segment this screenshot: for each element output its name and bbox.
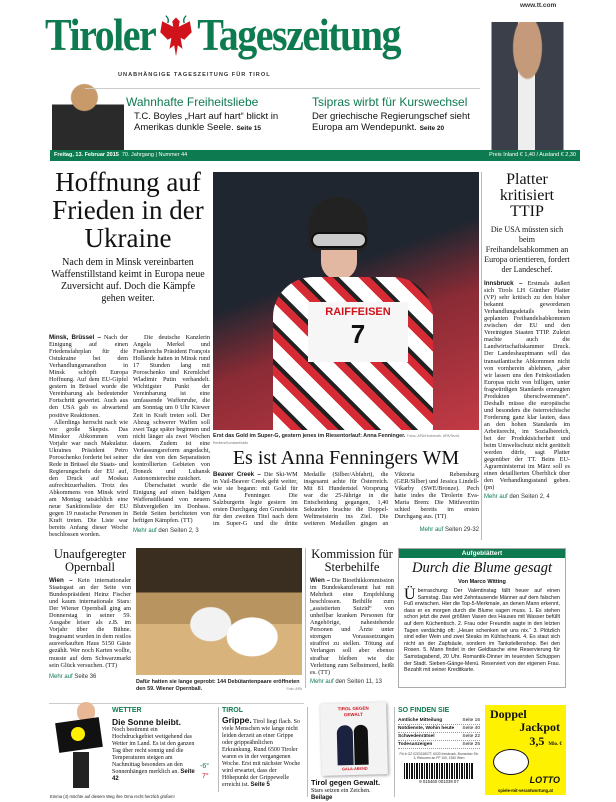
more-link[interactable]: Mehr auf Seiten 29-32	[419, 527, 479, 534]
lead-col-1: Minsk, Brüssel – Nach der Einigung auf einen Friedensfahrplan für die Ostukraine bei dem Verhandlungsmarathon in Minsk schöpft Europa Hoffnung. Auf dem EU-Gipfel gestern in Brüssel wurde die Vereinbarung als bedeutender Fortschritt gewertet. Auch aus den USA gab es abwartend positive Reaktionen. Allerdings herrscht nach wie vor große Skepsis. Das Minsker Abkommen vom Vorjahr war rasch Makulatur. Ukraines Präsident Petro Poroschenko forderte bei seiner Rede in Brüssel die Staats- und Regierungschefs der EU auf, den Druck auf Moskau aufrechtzuerhalten. Trotz des Abkommens von Minsk wird am Montag tatsächlich eine neue Sanktionsliste der EU gegen 19 russische Personen in Kraft treten. Die Liste war bereits Anfang dieser Woche beschlossen worden.	[49, 334, 128, 539]
gala-cover-sub: GALA-ABEND	[341, 766, 368, 772]
more-link[interactable]: Mehr auf den Seiten 2, 4	[484, 494, 550, 501]
fenninger-photo-caption: Erst das Gold im Super-G, gestern jenes im Riesentorlauf: Anna Fenninger. Fotos: APA/Hochmuth, APA/Techt, Reuters/Konstantinidis	[213, 433, 460, 445]
index-item-page: Seite 25	[462, 742, 480, 747]
lotto-url[interactable]: spiele-mit-verantwortung.at	[498, 788, 553, 793]
teaser-title: Tsipras wirbt für Kurswechsel	[312, 95, 468, 109]
race-bib: RAIFFEISEN 7	[308, 302, 408, 362]
index-label: SO FINDEN SIE	[398, 707, 450, 714]
tirol-teaser[interactable]	[222, 707, 304, 789]
boyle-photo	[52, 80, 124, 150]
column-divider	[305, 548, 306, 688]
column-label: Aufgeblättert	[399, 549, 565, 558]
index-item[interactable]	[398, 717, 480, 725]
emma-caption: Emma (4) möchte auf diesem Weg ihre Oma recht herzlich grüßen!	[50, 794, 175, 799]
lead-article[interactable]	[46, 168, 210, 305]
column-divider	[307, 707, 308, 797]
more-link[interactable]: Mehr auf den Seiten 2, 3	[133, 528, 199, 535]
lotto-line1: Doppel	[490, 707, 527, 721]
weather-label: WETTER	[112, 707, 142, 714]
imprint: P.b.b GZ 02Z031807T, 6020 Innsbruck, Brunecker Str. 3, Retouren an PF 100, 1350 Wien	[399, 752, 479, 760]
lotto-line2: Jackpot	[519, 720, 560, 734]
sun-icon	[71, 727, 85, 741]
column-divider	[481, 172, 482, 540]
weather-text: Noch bestimmt ein Hochdruckgebiet weitgehend das Wetter im Land. Es ist den ganzen Tag über recht sonnig und die Temperaturen steigen am Nachmittag besonders an den Sonnenhängen merklich an. Seite 42	[112, 727, 195, 782]
issue-number: Nummer 44	[158, 152, 188, 158]
column-divider	[394, 707, 395, 797]
masthead-title-right: Tageszeitung	[197, 8, 400, 61]
fenninger-photo	[213, 172, 479, 430]
weather-teaser[interactable]	[112, 707, 216, 783]
index-item-name: Notdienste, Wohin heute	[398, 726, 455, 731]
gala-magazine-cover[interactable]	[320, 702, 388, 776]
tagline: UNABHÄNGIGE TAGESZEITUNG FÜR TIROL	[118, 72, 271, 78]
kommission-article[interactable]	[310, 548, 394, 686]
kommission-text: Wien – Die Bioethikkommission im Bundeskanzleramt hat mit Mehrheit eine Empfehlung beschlossen. Beihilfe zum „assistierten Suizid“ von unheilbar kranken Personen für Angehörige, nahestehende Personen und Ärzte unter strengen Voraussetzungen straffrei zu stellen. Tötung auf Verlangen soll aber ebenso strafbar bleiben wie die Verleitung zum Selbstmord, heißt es. (TT)	[310, 577, 394, 676]
opernball-headline: Unaufgeregter Opernball	[53, 547, 127, 574]
barcode-number: 9 015460 001039 07	[419, 779, 459, 784]
price: Preis Inland € 1,40 / Ausland € 2,30	[489, 152, 576, 158]
platter-subhead: Die USA müssten sich beim Freihandelsabkommen an Europa orientieren, fordert der Landeschef.	[484, 225, 570, 274]
lead-subhead: Nach dem in Minsk vereinbarten Waffenstillstand keimt in Europa neue Zuversicht auf. Doch die Kämpfe gehen weiter.	[51, 257, 205, 304]
index-item-name: Amtliche Mitteilung	[398, 718, 443, 723]
index-item-page: Seite 22	[462, 734, 480, 739]
index-item-page: Seite 40	[462, 726, 480, 731]
column-text: Überraschung: Der Valentinstag fällt heuer auf einen Samstag. Das wird Zehntausende Männer auf dem falschen Fuß erwischen. Hier die Top-5-Merkmale, an denen Mann erkennt, dass er es morgen durch die Blume sagen muss. 1. Es stehen schon jetzt die zwei größten Vasen des Hauses mit Wasser befüllt auf dem Küchentisch. 2. Frau oder Freundin sagte in den letzten Tagen verdächtig oft: „Heuer schenken wir uns nix.“ 3. Plötzlich sind edler Wein und zwei Steaks im Kühlschrank. 4. Es staut sich nicht an der Zapfsäule, sondern im Tankstellenshop. Bei den Rosen. 5. Mann findet in der Geldtasche eine Reservierung für Samstagabend, 20 Uhr. Romantik-Dinner im teuersten Schuppen der Stadt. Sieben-Gänge-Menü. Reserviert von der eigenen Frau. Bezahlt mit seiner Kreditkarte.	[404, 586, 560, 674]
tyrolean-eagle-icon	[158, 12, 194, 60]
lotto-logo: LOTTO	[529, 775, 560, 785]
column-author: Von Marco Witting	[458, 579, 506, 585]
more-link[interactable]: Mehr auf den Seiten 11, 13	[310, 678, 382, 685]
masthead-title	[45, 8, 400, 61]
dateline-bar: Freitag, 13. Februar 2015 70. Jahrgang | Nummer 44 Preis Inland € 1,40 / Ausland € 2,30	[50, 150, 580, 161]
teaser-boyle[interactable]	[126, 95, 306, 134]
teaser-title: Wahnhafte Freiheitsliebe	[126, 95, 259, 109]
tirol-text: Grippe. Tirol liegt flach. So viele Menschen wie lange nicht leiden derzeit an einer Grippe oder grippeähnlichen Erkrankung. Rund 6500 Tiroler waren es in der vergangenen Woche. Erst mit nächster Woche wird erwartet, dass der Höhepunkt der Grippewelle erreicht ist. Seite 5	[222, 715, 301, 788]
platter-headline: Platter kritisiert TTIP	[499, 171, 555, 220]
teaser-text: T.C. Boyles „Hart auf hart“ blickt in Amerikas dunkle Seele. Seite 15	[134, 111, 279, 133]
face	[321, 250, 357, 280]
column-divider	[218, 707, 219, 792]
index-item-name: Todesanzeigen	[398, 742, 433, 747]
column-headline: Durch die Blume gesagt	[411, 560, 552, 576]
volume: 70. Jahrgang	[121, 152, 154, 158]
gala-cover-title: TIROL GEGEN GEWALT	[337, 705, 369, 717]
opernball-text: Wien – Kein internationaler Staatsgast an der Seite von Bundespräsident Heinz Fischer und kaum internationale Stars: Der Wiener Opernball ging am Donnerstag in seiner 59. Ausgabe leiser als z.B. im Vorjahr über die Bühne. Insgesamt wurden in dem restlos ausverkauften Haus 5150 Gäste gezählt. Wer noch Karten wollte, musste auf dem Schwarzmarkt sein Glück versuchen. (TT)	[49, 577, 132, 669]
temp-min: -6°	[200, 763, 210, 770]
issue-date: Freitag, 13. Februar 2015	[54, 152, 119, 158]
fenninger-article[interactable]	[213, 433, 479, 534]
teaser-text: Der griechische Regierungschef sieht Europa am Wendepunkt. Seite 20	[312, 111, 470, 133]
fenninger-headline: Es ist Anna Fenningers WM	[232, 447, 460, 469]
teaser-tsipras[interactable]	[312, 95, 478, 134]
lotto-amount-line: 3,5 Mio. €	[529, 734, 562, 748]
tirol-label: TIROL	[222, 707, 243, 714]
opernball-photo-caption: Dafür hatten sie lange geprobt: 144 Debütantenpaare eröffneten den 59. Wiener Opernball. Foto: APA	[136, 679, 302, 692]
lead-headline: Hoffnung auf Frieden in der Ukraine	[52, 167, 204, 253]
barcode	[404, 763, 474, 779]
index-item[interactable]	[398, 741, 480, 749]
index-item-page: Seite 16	[462, 718, 480, 723]
masthead-title-left: Tiroler	[45, 8, 156, 61]
opernball-article[interactable]	[49, 548, 131, 681]
gala-teaser[interactable]: Tirol gegen Gewalt. Stars setzen ein Zeichen. Beilage	[311, 778, 381, 801]
index-box	[398, 707, 480, 784]
platter-text: Innsbruck – Erstmals äußert sich Tirols LH Günther Platter (VP) sehr kritisch zu den bisher bekannt gewordenen Verhandlungsdetails beim geplanten Freihandelsabkommen zwischen der EU und den Vereinigten Staaten TTIP. Zuletzt machte auch die Landwirtschaftskammer Druck. Der Landeshauptmann will das transatlantische Abkommen nicht von vornherein ablehnen, „aber wir lassen uns den Feinkostladen Europas nicht von billigen, unter fragwürdigen Standards erzeugten Produkten überschwemmen“. Deshalb müsse die europäische und besonders die österreichische Forderung ganz klar lauten, dass an den hohen Standards im Arbeitsrecht, im Sozialbereich, bei der Produktsicherheit und beim Umweltschutz nicht gerüttelt werden dürfe, sagt Platter gegenüber der TT. Beim EU-Agrarministerrat im März soll es einen detaillierten Überblick über den Verhandlungsstand geben. (pn)	[484, 280, 570, 492]
opernball-photo	[136, 548, 302, 675]
index-item[interactable]	[398, 725, 480, 733]
fenninger-text: Beaver Creek – Die Ski-WM in Vail-Beaver Creek geht weiter, wie sie begann: mit Gold für Anna Fenninger. Die Salzburgerin legte gestern im ersten Durchgang den Grundstein für den zweiten Titel nach dem im Super-G und die dritte Medaille (Silber/Abfahrt), die insgesamt achte für Österreich. Mit 81 Hundertstel Vorsprung war die 25-Jährige in die Entscheidung gegangen, 1,40 Sekunden brachte die Doppel-Weltmeisterin ins Ziel. Die weiteren Medaillen gingen an Viktoria Rebensburg (GER/Silber) und Jessica Lindell-Vikarby (SWE/Bronze). Pech hatte indes die Tirolerin Eva-Maria Brem: Die Mitfavoritin schied bereits im ersten Durchgang aus. (TT)	[213, 471, 479, 528]
mouse-mascot-icon	[493, 749, 529, 775]
temp-max: 7°	[202, 773, 209, 780]
lotto-ad[interactable]	[485, 705, 566, 795]
platter-article[interactable]	[484, 172, 570, 501]
index-item[interactable]	[398, 733, 480, 741]
more-link[interactable]: Mehr auf Seite 36	[49, 673, 97, 680]
index-item-name: Schwedenrätsel	[398, 734, 435, 739]
weather-title: Die Sonne bleibt.	[112, 717, 181, 727]
website-link[interactable]: www.tt.com	[520, 2, 557, 9]
kommission-headline: Kommission für Sterbehilfe	[311, 547, 393, 574]
goggles	[311, 232, 367, 248]
column-box[interactable]	[398, 548, 566, 688]
lead-col-2: Die deutsche Kanzlerin Angela Merkel und Frankreichs Präsident François Hollande hatten in Minsk rund 17 Stunden lang mit Poroschenko und Kremlchef Wladimir Putin verhandelt. Wichtigster Punkt der Vereinbarung ist eine umfassende Waffenruhe, die am Sonntag um 0 Uhr Kiewer Zeit in Kraft treten soll. Der Abzug schwerer Waffen soll zwei Tage später beginnen und nicht länger als zwei Wochen dauern. Zudem ist eine Verfassungsreform angedacht, die den von den Separatisten kontrollierten Gebieten von Donezk und Luhansk Autonomierechte zusichert. Überschattet wurde die Einigung auf einen baldigen Waffenstillstand von neuem Blutvergießen im Donbass. Beide Seiten berichteten von heftigen Kämpfen. (TT) Mehr auf den Seiten 2, 3	[133, 334, 210, 535]
emma-photo	[55, 700, 105, 788]
tsipras-photo	[480, 22, 575, 150]
masthead-rule	[85, 88, 480, 89]
